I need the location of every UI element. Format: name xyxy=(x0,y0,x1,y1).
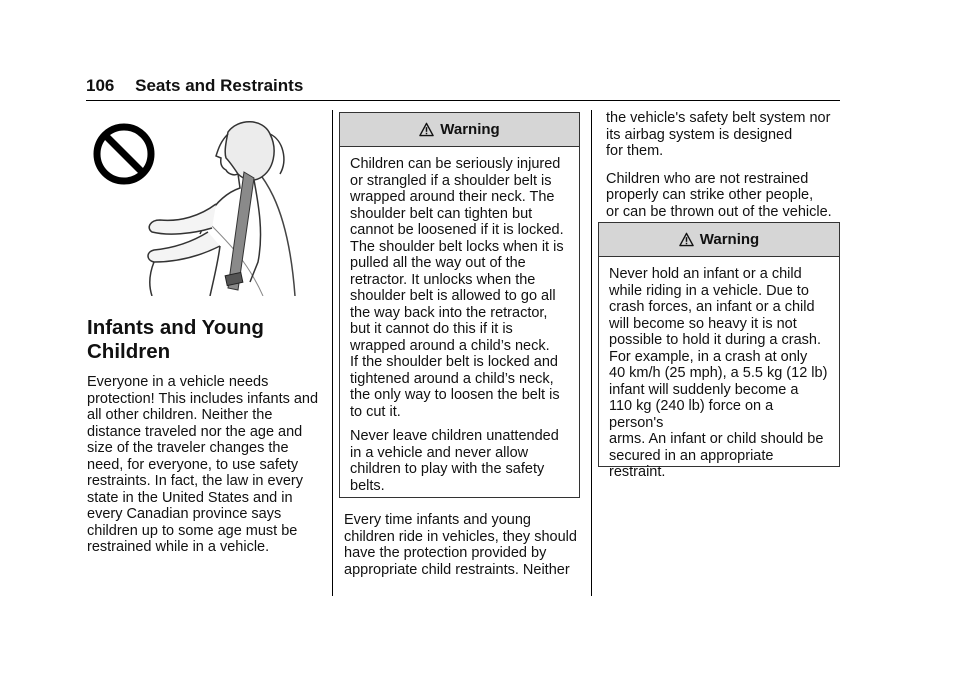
section-title: Seats and Restraints xyxy=(135,76,304,95)
warning-box-holding-infant xyxy=(598,222,840,480)
warning-header xyxy=(599,223,839,257)
child-with-shoulder-belt-illustration xyxy=(88,112,300,296)
warning-title: Warning xyxy=(440,121,500,138)
warning-box-neck-belt xyxy=(339,112,580,498)
column-1 xyxy=(87,316,319,567)
header-rule xyxy=(86,100,840,101)
prohibition-icon xyxy=(97,127,151,181)
warning-triangle-icon xyxy=(419,122,434,137)
body-paragraph: Children who are not restrained properly can strike other people, or can be thrown out of the vehicle. xyxy=(606,170,832,220)
page-number: 106 xyxy=(86,76,115,95)
warning-paragraph: Never leave children unattended in a vehicle and never allow children to play with the safety belts. xyxy=(350,428,559,494)
warning-body xyxy=(599,257,839,481)
page-header xyxy=(86,76,303,96)
column-divider xyxy=(591,110,592,596)
warning-body xyxy=(340,147,579,494)
column-3 xyxy=(606,110,842,231)
warning-title: Warning xyxy=(699,231,760,248)
body-paragraph: Every time infants and young children ride in vehicles, they should have the protection provided by appropriate child restraints. Neither xyxy=(344,512,577,578)
warning-triangle-icon xyxy=(679,232,694,247)
figure-child-belt-illustration xyxy=(88,112,300,296)
body-paragraph: the vehicle's safety belt system nor its airbag system is designed for them. xyxy=(606,110,831,159)
warning-paragraph: Never hold an infant or a child while riding in a vehicle. Due to crash forces, an infant or a child will become so heavy it is not possible to hold it during a crash. For example, in a crash at only 40 km/h (25 mph), a 5.5 kg (12 lb) infant will suddenly become a 110 kg (240 lb) force on a person's arms. An infant or child should be secured in an appropriate restraint. xyxy=(609,266,828,480)
section-heading: Infants and Young Children xyxy=(87,316,264,363)
body-paragraph: Everyone in a vehicle needs protection! This includes infants and all other children. Neither the distance traveled nor the age and size of the traveler changes the need, for everyone, to use safety restraints. In fact, the law in every state in the United States and in every Canadian province says children up to some age must be restrained while in a vehicle. xyxy=(87,374,319,555)
column-2 xyxy=(344,512,582,589)
warning-paragraph: Children can be seriously injured or strangled if a shoulder belt is wrapped around their neck. The shoulder belt can tighten but cannot be loosened if it is locked. The shoulder belt locks when it is pulled all the way out of the retractor. It unlocks when the shoulder belt is allowed to go all the way back into the retractor, but it cannot do this if it is wrapped around a child’s neck. If the shoulder belt is locked and tightened around a child’s neck, the only way to loosen the belt is to cut it. xyxy=(350,156,564,420)
warning-header xyxy=(340,113,579,147)
column-divider xyxy=(332,110,333,596)
